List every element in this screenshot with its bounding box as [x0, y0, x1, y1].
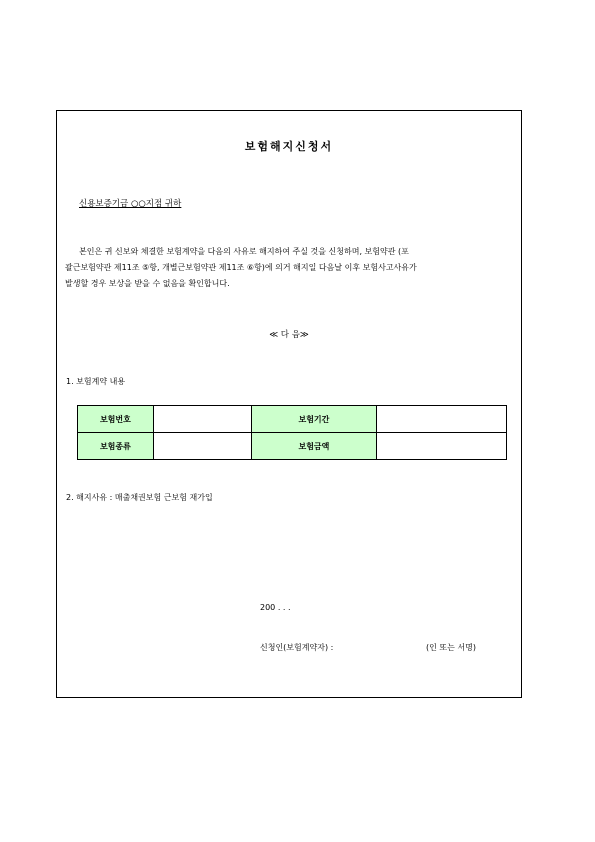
insurance-period-value[interactable]	[377, 406, 507, 433]
section-1-title: 1. 보험계약 내용	[66, 377, 126, 386]
insurance-number-value[interactable]	[153, 406, 251, 433]
insurance-amount-value[interactable]	[377, 433, 507, 460]
applicant-label: 신청인(보험계약자) :	[260, 643, 334, 652]
addressee-line: 신용보증기금 ○○지점 귀하	[79, 199, 182, 209]
body-line-1: 본인은 귀 신보와 체결한 보험계약을 다음의 사유로 해지하여 주실 것을 신청하며, 보험약관 (포	[79, 247, 409, 256]
contract-info-table	[77, 405, 507, 460]
body-line-2: 괄근보험약관 제11조 ⑤항, 개별근보험약관 제11조 ⑥항)에 의거 해지일 다음날 이후 보험사고사유가	[65, 263, 417, 272]
body-paragraph	[65, 244, 515, 292]
insurance-amount-label: 보험금액	[251, 433, 377, 460]
table-row	[78, 406, 507, 433]
insurance-period-label: 보험기간	[251, 406, 377, 433]
signature-label: (인 또는 서명)	[426, 643, 476, 652]
application-form-frame	[56, 110, 522, 698]
table-row	[78, 433, 507, 460]
insurance-type-value[interactable]	[153, 433, 251, 460]
insurance-type-label: 보험종류	[78, 433, 154, 460]
insurance-number-label: 보험번호	[78, 406, 154, 433]
date-line: 200 . . .	[260, 603, 291, 612]
form-title: 보험해지신청서	[244, 140, 334, 153]
body-line-3: 발생할 경우 보상을 받을 수 없음을 확인합니다.	[65, 279, 230, 288]
section-2-cancellation-reason: 2. 해지사유 : 매출채권보험 근보험 재가입	[66, 493, 213, 502]
notice-heading: ≪ 다 음≫	[269, 330, 309, 340]
